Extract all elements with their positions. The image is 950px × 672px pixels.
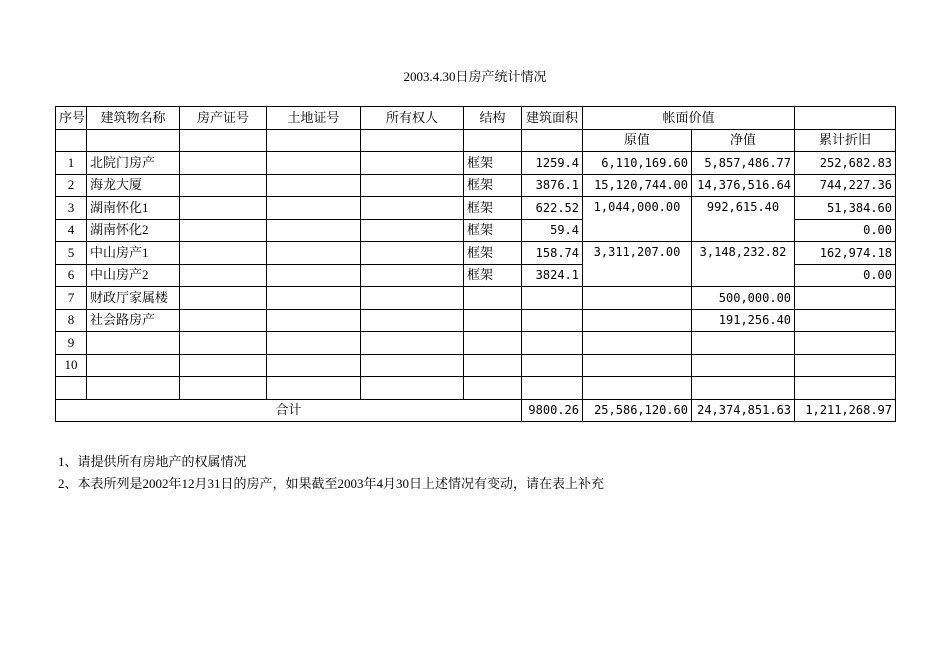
header-name: 建筑物名称 (87, 107, 180, 130)
cell-original (583, 287, 692, 310)
cell-structure: 框架 (464, 242, 522, 265)
cell-seq: 9 (56, 332, 87, 355)
cell-seq: 5 (56, 242, 87, 265)
cell-name: 中山房产1 (87, 242, 180, 265)
cell-house-cert (180, 152, 267, 175)
cell-structure: 框架 (464, 152, 522, 175)
total-label: 合计 (56, 399, 522, 422)
cell-original (583, 332, 692, 355)
cell-owner (361, 197, 464, 220)
cell-house-cert (180, 332, 267, 355)
cell-empty (795, 377, 896, 400)
cell-empty (692, 377, 795, 400)
cell-depreciation: 51,384.60 (795, 197, 896, 220)
cell-depreciation (795, 332, 896, 355)
table-row (56, 152, 896, 175)
cell-structure: 框架 (464, 219, 522, 242)
table-row-empty (56, 377, 896, 400)
cell-depreciation: 162,974.18 (795, 242, 896, 265)
cell-net: 992,615.40 (692, 197, 795, 242)
subheader-row (56, 129, 896, 152)
cell-land-cert (267, 332, 361, 355)
cell-owner (361, 332, 464, 355)
header-house-cert: 房产证号 (180, 107, 267, 130)
cell-house-cert (180, 309, 267, 332)
cell-depreciation: 0.00 (795, 264, 896, 287)
cell-original: 3,311,207.00 (583, 242, 692, 287)
cell-empty (361, 377, 464, 400)
cell-land-cert (267, 287, 361, 310)
header-seq: 序号 (56, 107, 87, 130)
cell-seq: 10 (56, 354, 87, 377)
cell-original: 6,110,169.60 (583, 152, 692, 175)
cell-seq: 3 (56, 197, 87, 220)
cell-empty (87, 377, 180, 400)
cell-area (522, 287, 583, 310)
cell-depreciation (795, 354, 896, 377)
cell-land-cert (267, 354, 361, 377)
cell-original (583, 354, 692, 377)
cell-area: 3824.1 (522, 264, 583, 287)
cell-area: 158.74 (522, 242, 583, 265)
cell-owner (361, 354, 464, 377)
header-land-cert: 土地证号 (267, 107, 361, 130)
cell-area: 59.4 (522, 219, 583, 242)
header-row (56, 107, 896, 130)
cell-net: 500,000.00 (692, 287, 795, 310)
cell-empty (180, 377, 267, 400)
cell-net: 14,376,516.64 (692, 174, 795, 197)
cell-structure (464, 287, 522, 310)
cell-name (87, 354, 180, 377)
cell-land-cert (267, 152, 361, 175)
cell-original (583, 309, 692, 332)
notes (58, 451, 604, 495)
total-area: 9800.26 (522, 399, 583, 422)
cell-name: 海龙大厦 (87, 174, 180, 197)
cell-empty (56, 377, 87, 400)
cell-house-cert (180, 287, 267, 310)
cell-empty (522, 377, 583, 400)
cell-area: 622.52 (522, 197, 583, 220)
cell-seq: 1 (56, 152, 87, 175)
subheader-empty-cell (87, 129, 180, 152)
cell-seq: 7 (56, 287, 87, 310)
header-structure: 结构 (464, 107, 522, 130)
cell-owner (361, 152, 464, 175)
header-original: 原值 (583, 129, 692, 152)
page-title: 2003.4.30日房产统计情况 (403, 69, 547, 84)
cell-area: 1259.4 (522, 152, 583, 175)
cell-area: 3876.1 (522, 174, 583, 197)
subheader-empty-cell (180, 129, 267, 152)
cell-structure (464, 332, 522, 355)
table-row (56, 174, 896, 197)
cell-land-cert (267, 242, 361, 265)
cell-depreciation (795, 287, 896, 310)
cell-area (522, 354, 583, 377)
cell-area (522, 332, 583, 355)
cell-empty (267, 377, 361, 400)
subheader-empty-cell (361, 129, 464, 152)
cell-net (692, 354, 795, 377)
cell-name: 湖南怀化1 (87, 197, 180, 220)
cell-net: 5,857,486.77 (692, 152, 795, 175)
cell-name: 湖南怀化2 (87, 219, 180, 242)
cell-original: 1,044,000.00 (583, 197, 692, 242)
cell-structure: 框架 (464, 197, 522, 220)
cell-owner (361, 219, 464, 242)
table-row (56, 287, 896, 310)
table-row (56, 354, 896, 377)
cell-structure: 框架 (464, 174, 522, 197)
cell-seq: 2 (56, 174, 87, 197)
cell-land-cert (267, 309, 361, 332)
total-net: 24,374,851.63 (692, 399, 795, 422)
cell-house-cert (180, 242, 267, 265)
cell-depreciation (795, 309, 896, 332)
cell-owner (361, 264, 464, 287)
cell-house-cert (180, 264, 267, 287)
table-row (56, 197, 896, 220)
cell-name: 社会路房产 (87, 309, 180, 332)
cell-empty (464, 377, 522, 400)
subheader-empty-cell (464, 129, 522, 152)
total-depreciation: 1,211,268.97 (795, 399, 896, 422)
cell-original: 15,120,744.00 (583, 174, 692, 197)
subheader-empty-cell (267, 129, 361, 152)
total-original: 25,586,120.60 (583, 399, 692, 422)
subheader-empty-cell (56, 129, 87, 152)
cell-structure (464, 354, 522, 377)
cell-area (522, 309, 583, 332)
cell-depreciation: 744,227.36 (795, 174, 896, 197)
cell-net: 191,256.40 (692, 309, 795, 332)
cell-name: 财政厅家属楼 (87, 287, 180, 310)
cell-land-cert (267, 197, 361, 220)
property-table (55, 106, 896, 422)
cell-land-cert (267, 174, 361, 197)
table-row (56, 332, 896, 355)
cell-owner (361, 174, 464, 197)
cell-net: 3,148,232.82 (692, 242, 795, 287)
header-area: 建筑面积 (522, 107, 583, 130)
cell-seq: 4 (56, 219, 87, 242)
header-net: 净值 (692, 129, 795, 152)
note-line: 2、本表所列是2002年12月31日的房产，如果截至2003年4月30日上述情况有变动，请在表上补充 (58, 476, 605, 491)
cell-land-cert (267, 264, 361, 287)
cell-name: 中山房产2 (87, 264, 180, 287)
cell-house-cert (180, 219, 267, 242)
note-line: 1、请提供所有房地产的权属情况 (58, 454, 247, 469)
cell-owner (361, 287, 464, 310)
cell-structure (464, 309, 522, 332)
header-empty-cell (795, 107, 896, 130)
cell-house-cert (180, 197, 267, 220)
header-owner: 所有权人 (361, 107, 464, 130)
cell-name: 北院门房产 (87, 152, 180, 175)
total-row (56, 399, 896, 422)
cell-net (692, 332, 795, 355)
header-book-value: 帐面价值 (583, 107, 795, 130)
cell-owner (361, 242, 464, 265)
cell-depreciation: 252,682.83 (795, 152, 896, 175)
cell-seq: 8 (56, 309, 87, 332)
cell-depreciation: 0.00 (795, 219, 896, 242)
cell-seq: 6 (56, 264, 87, 287)
cell-land-cert (267, 219, 361, 242)
table-row (56, 309, 896, 332)
cell-house-cert (180, 174, 267, 197)
cell-house-cert (180, 354, 267, 377)
table-row (56, 242, 896, 265)
subheader-empty-cell (522, 129, 583, 152)
cell-owner (361, 309, 464, 332)
header-depreciation: 累计折旧 (795, 129, 896, 152)
cell-structure: 框架 (464, 264, 522, 287)
cell-name (87, 332, 180, 355)
cell-empty (583, 377, 692, 400)
